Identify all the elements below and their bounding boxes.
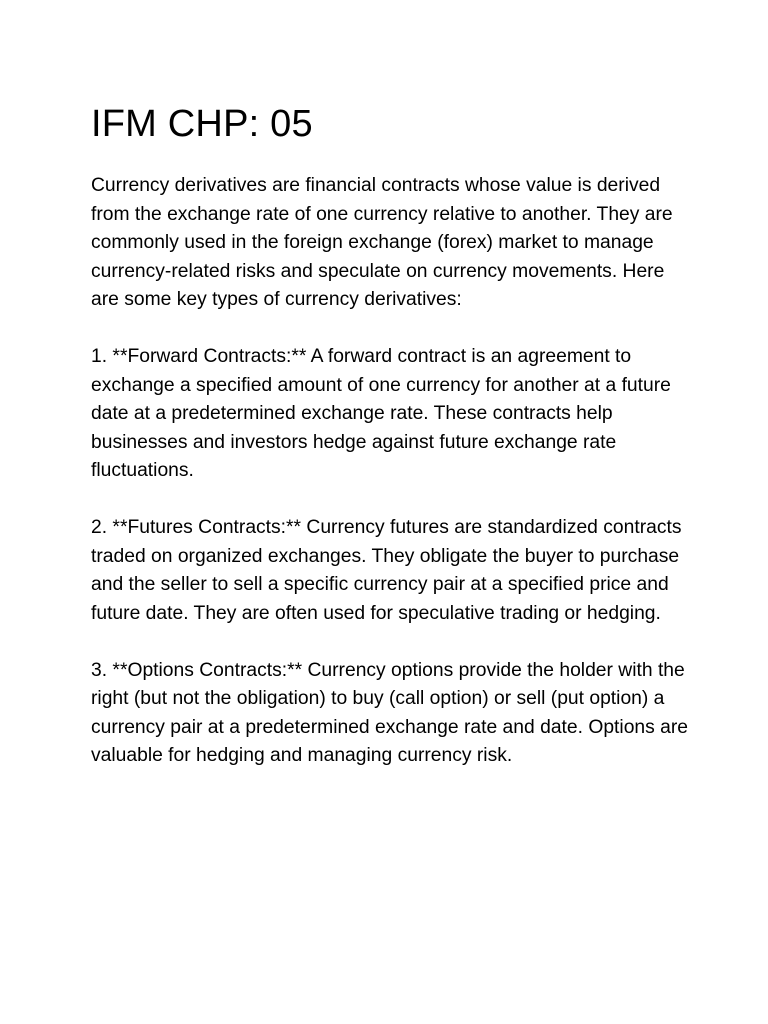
options-contracts-paragraph: 3. **Options Contracts:** Currency options provide the holder with the right (but not the obligation) to buy (call option) or sell (put option) a currency pair at a predetermined exchange rate and date. Options are valuable for hedging and managing currency risk. [91,659,689,766]
page-title: IFM CHP: 05 [91,103,313,145]
futures-contracts-paragraph: 2. **Futures Contracts:** Currency futures are standardized contracts traded on organized exchanges. They obligate the buyer to purchase and the seller to sell a specific currency pair at a specified price and future date. They are often used for speculative trading or hedging. [91,517,682,624]
intro-paragraph: Currency derivatives are financial contracts whose value is derived from the exchange rate of one currency relative to another. They are commonly used in the foreign exchange (forex) market to manage currency-related risks and speculate on currency movements. Here are some key types of currency derivatives: [91,175,673,310]
document-body [91,172,689,771]
forward-contracts-paragraph: 1. **Forward Contracts:** A forward contract is an agreement to exchange a specified amount of one currency for another at a future date at a predetermined exchange rate. These contracts help businesses and investors hedge against future exchange rate fluctuations. [91,346,671,481]
